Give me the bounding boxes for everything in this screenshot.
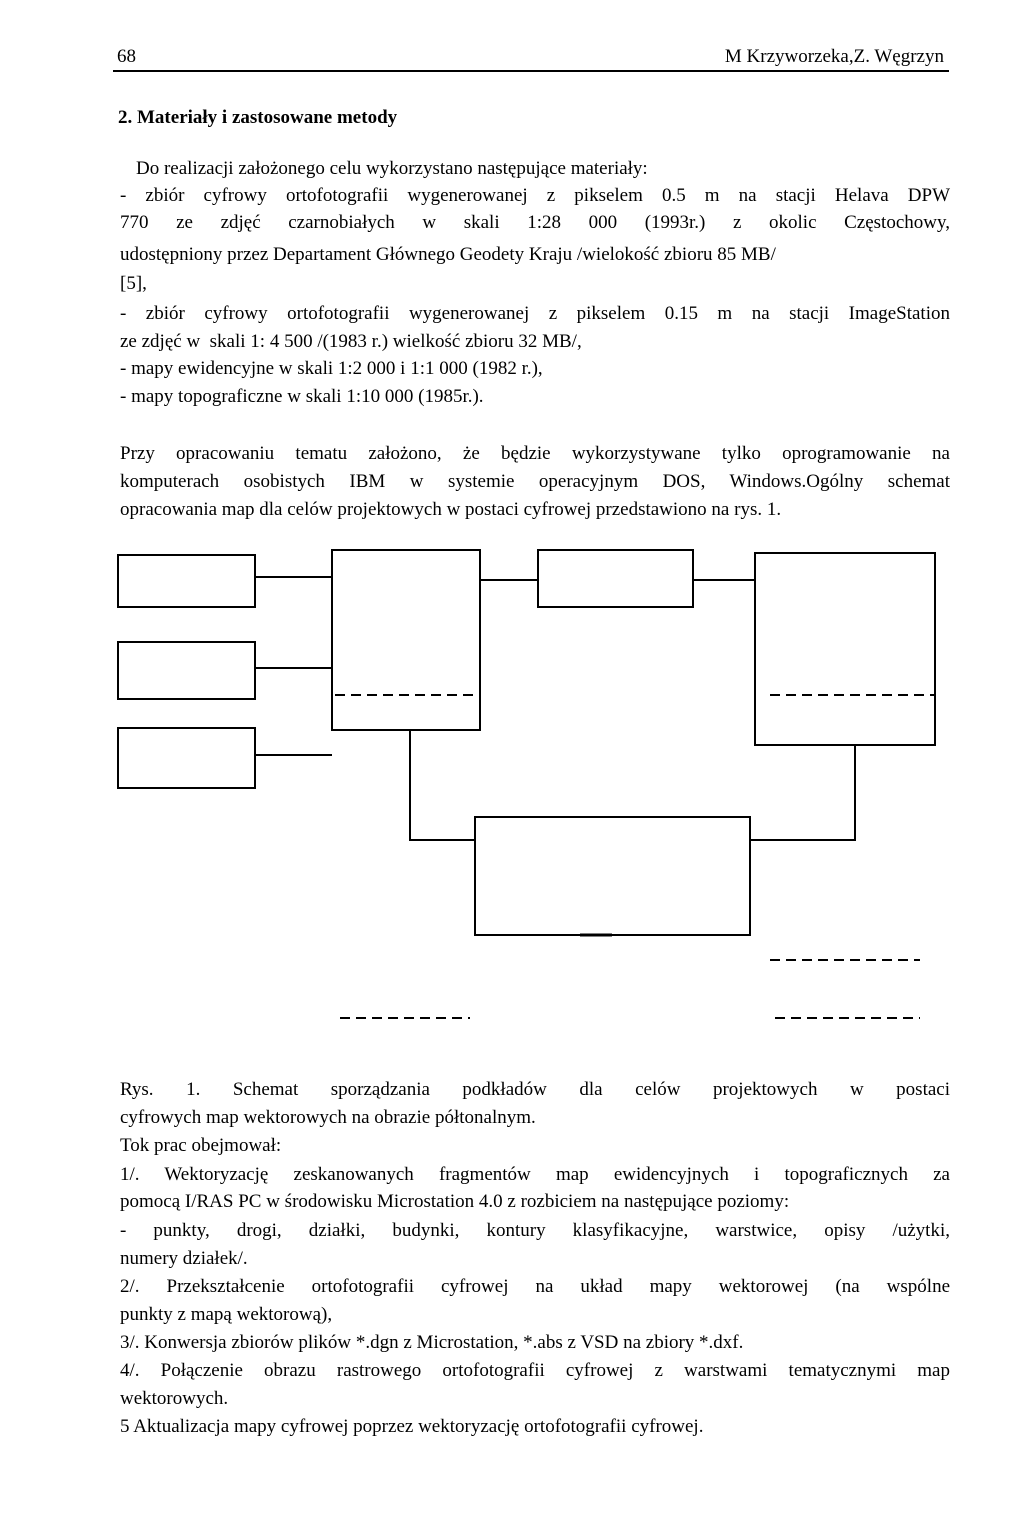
paragraph-line: Przy opracowaniu tematu założono, że będzie wykorzystywane tylko oprogramowanie na [120,443,950,464]
intro-line: [5], [120,273,147,294]
diagram-box [118,555,255,607]
intro-line: ze zdjęć w skali 1: 4 500 /(1983 r.) wielkość zbioru 32 MB/, [120,331,582,352]
steps-line: numery działek/. [120,1248,248,1269]
steps-line: punkty z mapą wektorową), [120,1304,333,1325]
steps-line: 1/. Wektoryzację zeskanowanych fragmentów map ewidencyjnych i topograficznych za [120,1164,950,1185]
intro-line: - mapy ewidencyjne w skali 1:2 000 i 1:1 000 (1982 r.), [120,358,543,379]
diagram-box [118,728,255,788]
steps-line: 5 Aktualizacja mapy cyfrowej poprzez wektoryzację ortofotografii cyfrowej. [120,1416,704,1437]
diagram-connector [750,745,855,840]
steps-line: - punkty, drogi, działki, budynki, kontury klasyfikacyjne, warstwice, opisy /użytki, [120,1220,950,1241]
intro-line: - zbiór cyfrowy ortofotografii wygenerowanej z pikselem 0.15 m na stacji ImageStation [120,303,950,324]
paragraph-line: opracowania map dla celów projektowych w postaci cyfrowej przedstawiono na rys. 1. [120,499,782,520]
steps-line: 2/. Przekształcenie ortofotografii cyfrowej na układ mapy wektorowej (na wspólne [120,1276,950,1297]
intro-line: - zbiór cyfrowy ortofotografii wygenerowanej z pikselem 0.5 m na stacji Helava DPW [120,185,950,206]
running-header-authors: M Krzyworzeka,Z. Węgrzyn [724,46,944,67]
diagram-box [475,817,750,935]
steps-line: pomocą I/RAS PC w środowisku Microstation 4.0 z rozbiciem na następujące poziomy: [120,1191,790,1212]
diagram-box [755,553,935,745]
diagram-box [538,550,693,607]
diagram-box [332,550,480,730]
paragraph-line: komputerach osobistych IBM w systemie operacyjnym DOS, Windows.Ogólny schemat [120,471,950,492]
steps-line: wektorowych. [120,1388,229,1409]
steps-line: 4/. Połączenie obrazu rastrowego ortofotografii cyfrowej z warstwami tematycznymi map [120,1360,950,1381]
intro-line: Do realizacji założonego celu wykorzystano następujące materiały: [136,158,648,179]
page-number: 68 [117,46,136,67]
workflow-diagram [0,540,1024,1040]
section-title: 2. Materiały i zastosowane metody [118,107,398,128]
intro-line: udostępniony przez Departament Głównego Geodety Kraju /wielokość zbioru 85 MB/ [120,244,776,265]
intro-line: 770 ze zdjęć czarnobiałych w skali 1:28 000 (1993r.) z okolic Częstochowy, [120,212,950,233]
figure-caption: Rys. 1. Schemat sporządzania podkładów dla celów projektowych w postaci [120,1079,950,1100]
diagram-connector [410,730,475,840]
steps-line: Tok prac obejmował: [120,1135,282,1156]
steps-line: 3/. Konwersja zbiorów plików *.dgn z Microstation, *.abs z VSD na zbiory *.dxf. [120,1332,744,1353]
figure-caption: cyfrowych map wektorowych na obrazie półtonalnym. [120,1107,536,1128]
intro-line: - mapy topograficzne w skali 1:10 000 (1985r.). [120,386,484,407]
diagram-box [118,642,255,699]
header-rule [113,70,949,72]
